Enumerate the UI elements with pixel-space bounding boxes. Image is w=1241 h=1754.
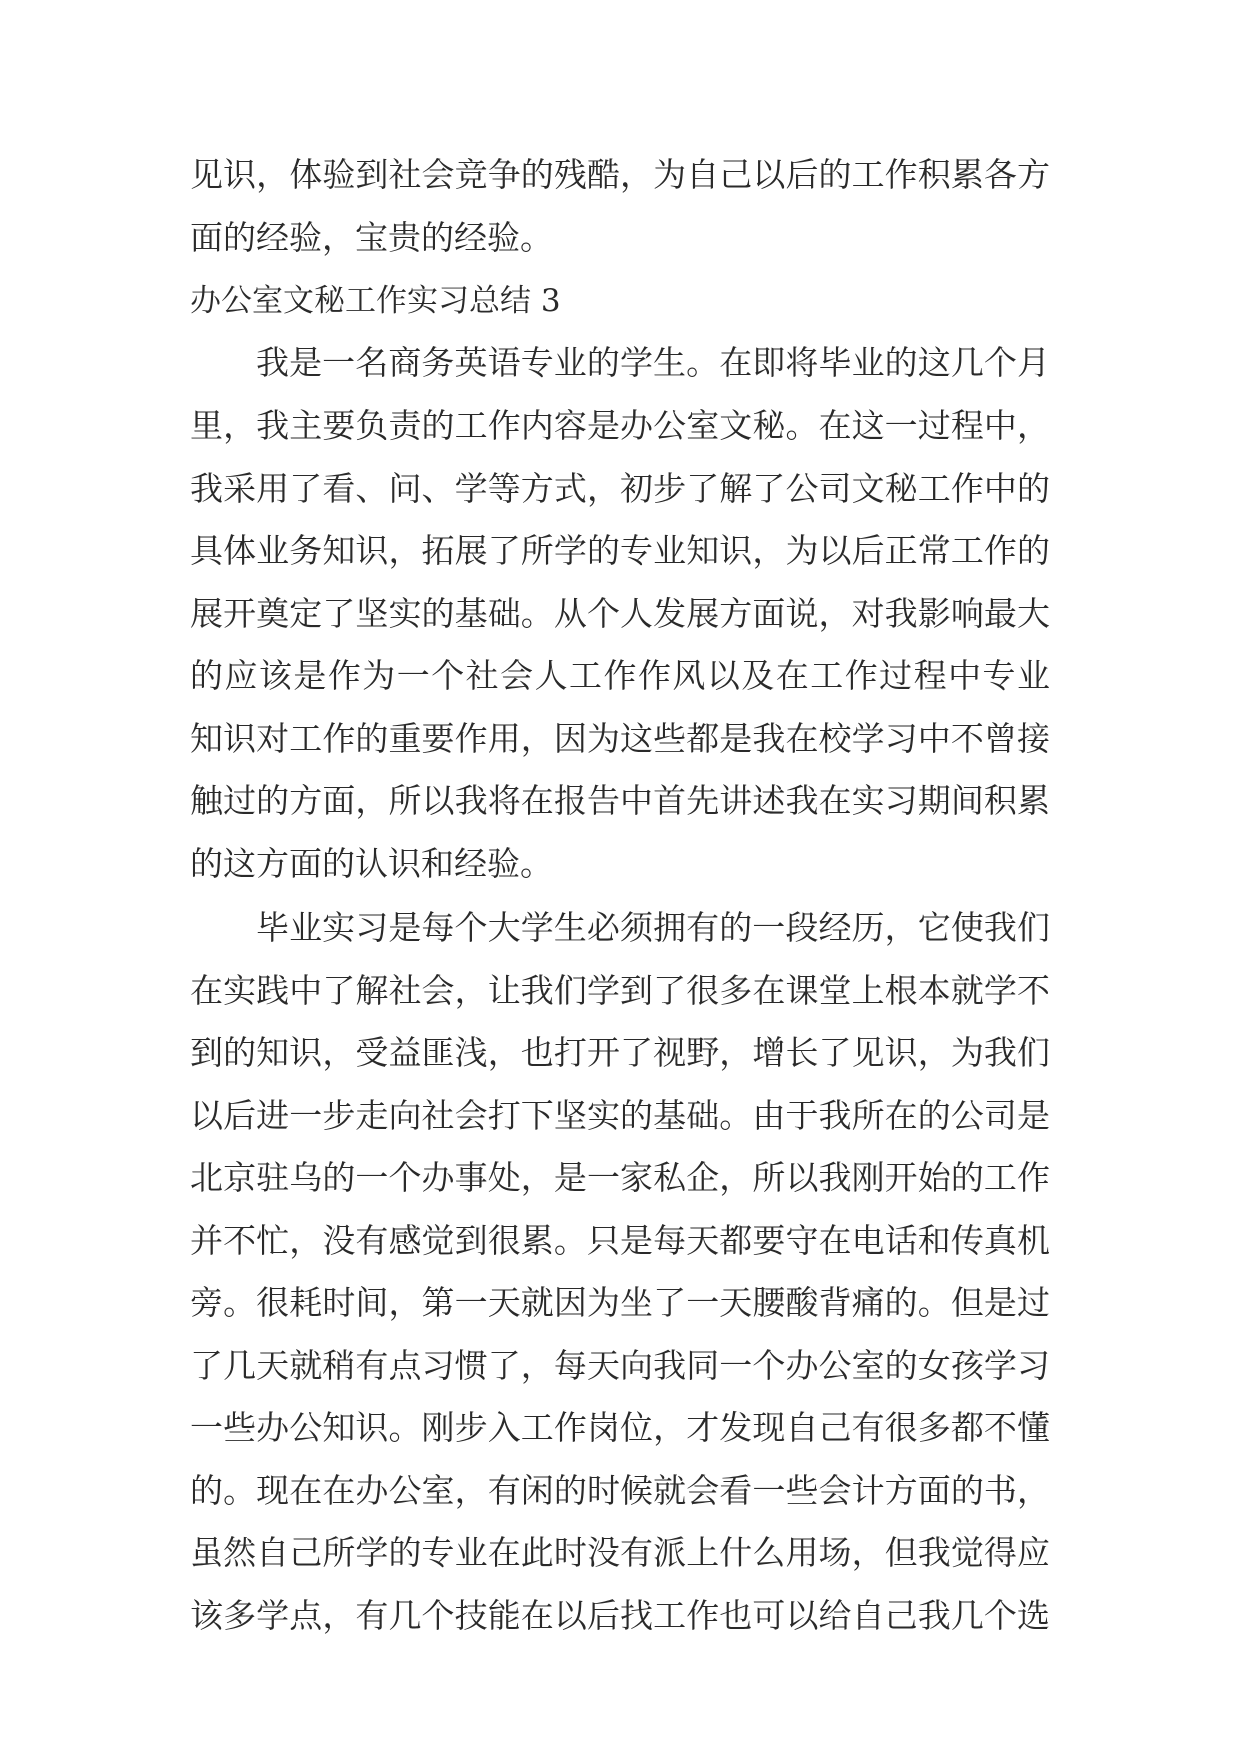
text-line: 了几天就稍有点习惯了，每天向我同一个办公室的女孩学习 bbox=[190, 1346, 1050, 1385]
text-line: 面的经验，宝贵的经验。 bbox=[190, 218, 553, 257]
text-line: 的应该是作为一个社会人工作作风以及在工作过程中专业 bbox=[190, 656, 1050, 695]
paragraph-first-line: 毕业实习是每个大学生必须拥有的一段经历，它使我们 bbox=[256, 908, 1050, 947]
text-line: 的。现在在办公室，有闲的时候就会看一些会计方面的书， bbox=[190, 1471, 1050, 1510]
text-line: 并不忙，没有感觉到很累。只是每天都要守在电话和传真机 bbox=[190, 1221, 1050, 1260]
text-line: 到的知识，受益匪浅，也打开了视野，增长了见识，为我们 bbox=[190, 1033, 1050, 1072]
text-line: 北京驻乌的一个办事处，是一家私企，所以我刚开始的工作 bbox=[190, 1158, 1050, 1197]
text-line: 里，我主要负责的工作内容是办公室文秘。在这一过程中， bbox=[190, 406, 1050, 445]
text-line: 具体业务知识，拓展了所学的专业知识，为以后正常工作的 bbox=[190, 531, 1050, 570]
section-title: 办公室文秘工作实习总结 3 bbox=[190, 283, 561, 319]
text-line: 的这方面的认识和经验。 bbox=[190, 844, 553, 883]
text-line: 旁。很耗时间，第一天就因为坐了一天腰酸背痛的。但是过 bbox=[190, 1283, 1050, 1322]
text-line: 触过的方面，所以我将在报告中首先讲述我在实习期间积累 bbox=[190, 781, 1050, 820]
text-line: 一些办公知识。刚步入工作岗位，才发现自己有很多都不懂 bbox=[190, 1408, 1050, 1447]
text-line: 展开奠定了坚实的基础。从个人发展方面说，对我影响最大 bbox=[190, 594, 1050, 633]
text-line: 以后进一步走向社会打下坚实的基础。由于我所在的公司是 bbox=[190, 1096, 1050, 1135]
text-line: 知识对工作的重要作用，因为这些都是我在校学习中不曾接 bbox=[190, 719, 1050, 758]
text-line: 我采用了看、问、学等方式，初步了解了公司文秘工作中的 bbox=[190, 469, 1050, 508]
paragraph-first-line: 我是一名商务英语专业的学生。在即将毕业的这几个月 bbox=[256, 343, 1050, 382]
text-line: 该多学点，有几个技能在以后找工作也可以给自己我几个选 bbox=[190, 1596, 1050, 1635]
text-line: 虽然自己所学的专业在此时没有派上什么用场，但我觉得应 bbox=[190, 1533, 1050, 1572]
text-line: 见识，体验到社会竞争的残酷，为自己以后的工作积累各方 bbox=[190, 155, 1050, 194]
text-line: 在实践中了解社会，让我们学到了很多在课堂上根本就学不 bbox=[190, 971, 1050, 1010]
